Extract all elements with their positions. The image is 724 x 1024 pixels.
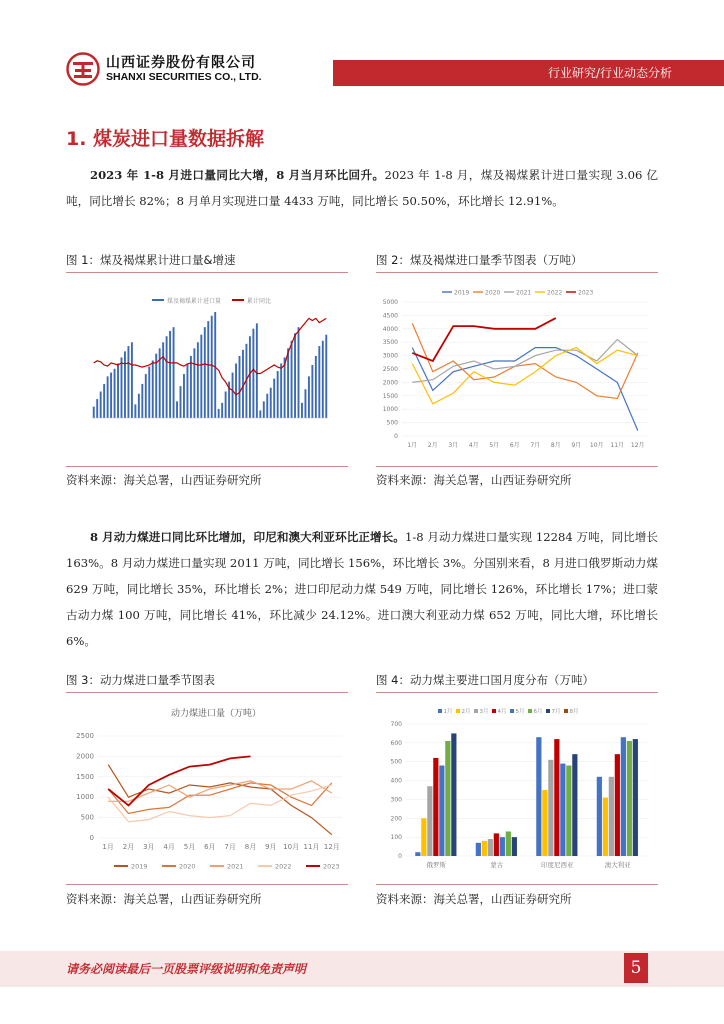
fig1-bar	[280, 363, 282, 418]
fig4-bar	[482, 841, 487, 856]
fig4-bar	[494, 833, 499, 856]
fig2-ytick: 500	[386, 419, 398, 427]
fig4-bar	[536, 737, 541, 856]
fig1-bar	[304, 389, 306, 418]
fig2-ytick: 0	[394, 433, 398, 440]
fig1-bar	[263, 401, 265, 418]
fig2-xtick: 7月	[530, 442, 541, 449]
fig2-xtick: 2月	[427, 442, 438, 449]
fig4-bar	[439, 765, 444, 856]
fig1-legend-bars: 煤及褐煤累计进口量	[167, 298, 222, 305]
fig1-bar	[294, 333, 296, 418]
fig2-ytick: 1500	[382, 392, 398, 400]
fig4-bar	[427, 786, 432, 856]
fig4-xtick: 印度尼西亚	[541, 861, 574, 869]
fig1-bar	[117, 363, 119, 418]
figure-4-caption: 图 4：动力煤主要进口国月度分布（万吨）	[376, 673, 594, 687]
fig2-legend	[442, 290, 593, 297]
fig4-bar	[609, 777, 614, 856]
fig1-bar	[239, 356, 241, 418]
fig1-bar	[311, 365, 313, 418]
fig3-ytick: 1500	[76, 772, 94, 781]
figure-1-caption: 图 1：煤及褐煤累计进口量&增速	[66, 253, 236, 267]
figure-2-chart	[376, 288, 658, 458]
fig2-ytick: 1000	[382, 406, 398, 414]
fig4-bar	[633, 739, 638, 856]
paragraph-body: 1-8 月动力煤进口量实现 12284 万吨，同比增长 163%。8 月动力煤进口量实现 2011 万吨，同比增长 156%，环比增长 3%。分国别来看，8 月进口俄罗斯动力煤 629 万吨，同比增长 35%，环比增长 2%；进口印尼动力煤 549 万吨，同比增长 126%，环比增长 17%；进口蒙古动力煤 100 万吨，同比增长 41%，环比减少 24.12%。进口澳大利亚动力煤 652 万吨，同比大增，环比增长 6%。	[66, 530, 658, 648]
fig1-bar	[270, 388, 272, 418]
divider	[66, 466, 348, 467]
fig4-legend-swatch	[510, 709, 514, 713]
fig1-bar	[318, 346, 320, 418]
fig4-legend-label: 3月	[479, 709, 489, 715]
fig2-series-line	[412, 340, 638, 383]
fig1-bar	[249, 336, 251, 418]
fig2-legend-label: 2022	[547, 289, 563, 297]
fig1-bar	[124, 351, 126, 418]
fig3-xtick: 5月	[183, 843, 196, 851]
fig1-bar	[322, 341, 324, 418]
fig3-xtick: 10月	[283, 843, 300, 851]
fig4-ytick: 200	[390, 815, 402, 823]
fig1-bar	[152, 360, 154, 418]
company-name-cn: 山西证券股份有限公司	[106, 55, 256, 71]
fig4-bar	[627, 741, 632, 856]
fig3-legend-label: 2023	[323, 862, 340, 871]
paragraph-body: 2023 年 1-8 月，煤及褐煤累计进口量实现 3.06 亿吨，同比增长 82%；8 月单月实现进口量 4433 万吨，同比增长 50.50%，环比增长 12.91%。	[66, 168, 658, 208]
fig1-bar	[148, 367, 150, 418]
fig3-xtick: 3月	[143, 843, 155, 851]
fig4-legend-swatch	[456, 709, 460, 713]
fig3-xtick: 7月	[224, 843, 236, 851]
fig1-bar	[180, 386, 182, 418]
company-logo-icon	[66, 52, 100, 86]
fig3-title: 动力煤进口量（万吨）	[170, 709, 262, 719]
fig1-bar	[107, 376, 109, 418]
figure-1-source: 资料来源：海关总署，山西证券研究所	[66, 473, 262, 487]
fig4-bar	[506, 831, 511, 856]
fig3-legend	[114, 863, 340, 871]
fig2-xtick: 8月	[550, 442, 561, 449]
fig1-bar	[225, 392, 227, 419]
fig1-bar	[169, 331, 171, 418]
fig4-legend-label: 5月	[515, 709, 525, 715]
fig1-legend	[152, 297, 271, 305]
fig4-ytick: 100	[390, 834, 402, 842]
fig1-bar	[200, 335, 202, 418]
fig3-xtick: 6月	[204, 843, 216, 851]
fig4-legend-swatch	[492, 709, 496, 713]
fig4-bar	[572, 754, 577, 856]
fig4-bar	[615, 754, 620, 856]
fig1-bar	[186, 363, 188, 418]
fig2-legend-label: 2023	[578, 289, 594, 297]
fig2-xtick: 6月	[509, 442, 520, 449]
fig4-legend-swatch	[546, 709, 550, 713]
fig1-bar	[173, 327, 175, 418]
fig4-bar	[421, 818, 426, 856]
fig1-legend-growth: 累计同比	[247, 298, 272, 305]
fig1-bar	[162, 342, 164, 418]
divider	[376, 692, 658, 693]
figure-3-chart	[66, 700, 348, 880]
fig1-bar	[221, 403, 223, 418]
fig1-bar	[301, 403, 303, 418]
fig1-bar	[114, 369, 116, 418]
fig2-xtick: 10月	[589, 442, 604, 449]
fig2-series-line	[412, 348, 638, 404]
figure-2-caption: 图 2：煤及褐煤进口量季节图表（万吨）	[376, 253, 583, 267]
company-name-en: SHANXI SECURITIES CO., LTD.	[106, 71, 262, 83]
fig1-bar	[232, 373, 234, 418]
fig2-ytick: 4000	[382, 325, 398, 333]
divider	[376, 272, 658, 273]
divider	[66, 272, 348, 273]
fig1-bar	[214, 312, 216, 418]
fig4-bar	[597, 777, 602, 856]
fig4-bar	[566, 765, 571, 856]
fig1-bar	[93, 407, 95, 418]
fig1-bar	[235, 363, 237, 418]
fig2-ytick: 4500	[382, 312, 398, 320]
report-category: 行业研究/行业动态分析	[547, 66, 672, 80]
fig4-bar	[542, 790, 547, 856]
fig4-bar	[488, 839, 493, 856]
fig2-xtick: 4月	[468, 442, 479, 449]
fig2-ytick: 5000	[382, 299, 398, 306]
fig1-bar	[204, 327, 206, 418]
fig3-legend-label: 2020	[179, 862, 196, 871]
fig2-legend-label: 2019	[454, 289, 470, 297]
fig3-legend-label: 2019	[131, 862, 148, 871]
fig3-xtick: 1月	[102, 843, 114, 851]
fig4-legend-swatch	[474, 709, 478, 713]
fig2-ytick: 3500	[382, 339, 398, 347]
fig4-bar	[476, 843, 481, 856]
fig4-bar	[415, 852, 420, 856]
fig3-xtick: 11月	[303, 843, 320, 851]
fig4-ytick: 500	[390, 758, 402, 766]
fig1-bar	[284, 357, 286, 418]
figure-1-chart	[66, 290, 348, 460]
fig3-xtick: 8月	[244, 843, 257, 851]
fig3-xtick: 12月	[323, 843, 340, 851]
fig3-legend-label: 2021	[227, 862, 244, 871]
fig1-bar	[141, 384, 143, 418]
fig3-xtick: 4月	[163, 843, 175, 851]
divider	[66, 692, 348, 693]
fig2-ytick: 2500	[382, 366, 398, 373]
fig2-xtick: 9月	[571, 442, 582, 449]
fig1-bar	[197, 342, 199, 418]
fig2-ytick: 3000	[382, 352, 398, 360]
fig4-xtick: 澳大利亚	[604, 861, 631, 869]
page-number: 5	[624, 953, 648, 983]
fig4-xtick: 蒙古	[490, 861, 504, 869]
fig4-bar	[433, 758, 438, 856]
fig1-bar	[121, 357, 123, 418]
fig1-bar	[134, 404, 136, 418]
fig1-bar	[287, 348, 289, 418]
figure-4-source: 资料来源：海关总署，山西证券研究所	[376, 892, 572, 906]
fig4-legend-label: 2月	[461, 709, 471, 715]
fig4-bar	[451, 733, 456, 856]
fig1-bar	[259, 410, 261, 418]
fig1-bar	[176, 401, 178, 418]
fig1-bar	[266, 394, 268, 418]
fig3-xtick: 9月	[265, 843, 277, 851]
fig4-xtick: 俄罗斯	[426, 861, 446, 869]
fig4-bar	[500, 837, 505, 856]
figure-2-source: 资料来源：海关总署，山西证券研究所	[376, 473, 572, 487]
fig4-legend-label: 1月	[443, 709, 453, 715]
fig2-xtick: 11月	[610, 442, 625, 449]
fig4-bar	[548, 760, 553, 856]
fig4-legend-swatch	[564, 709, 568, 713]
fig4-bar	[445, 741, 450, 856]
fig1-bar	[256, 323, 258, 418]
fig4-bar	[512, 837, 517, 856]
paragraph-import-volume	[66, 162, 658, 214]
fig1-bar	[218, 409, 220, 418]
fig4-legend	[438, 707, 579, 715]
divider	[376, 884, 658, 885]
figure-3-source: 资料来源：海关总署，山西证券研究所	[66, 892, 262, 906]
fig2-xtick: 5月	[489, 442, 500, 449]
fig4-legend-swatch	[528, 709, 532, 713]
fig4-bar	[554, 739, 559, 856]
fig3-xtick: 2月	[122, 843, 135, 851]
fig4-bar	[560, 764, 565, 856]
fig1-bar	[291, 341, 293, 418]
fig1-bar	[273, 379, 275, 418]
footer-disclaimer: 请务必阅读最后一页股票评级说明和免责声明	[66, 962, 307, 976]
fig3-ytick: 0	[89, 834, 94, 842]
fig4-legend-label: 8月	[569, 709, 579, 715]
fig1-bar	[96, 399, 98, 418]
fig1-bar	[277, 371, 279, 418]
fig1-bar	[110, 373, 112, 418]
figure-3-caption: 图 3：动力煤进口量季节图表	[66, 673, 215, 687]
fig4-ytick: 700	[390, 721, 402, 728]
fig2-ytick: 2000	[382, 379, 398, 387]
fig4-legend-swatch	[438, 709, 442, 713]
fig2-series-line	[412, 348, 638, 431]
fig3-series-line	[108, 756, 250, 805]
fig1-bar	[207, 321, 209, 418]
fig1-bar	[166, 336, 168, 418]
fig1-bar	[308, 376, 310, 418]
fig1-bar	[145, 374, 147, 418]
fig1-bar	[325, 335, 327, 418]
fig1-bar	[190, 356, 192, 418]
fig3-series-line	[108, 785, 332, 822]
fig4-legend-label: 6月	[533, 709, 543, 715]
fig2-legend-label: 2021	[516, 289, 532, 297]
fig1-bar	[211, 316, 213, 418]
fig3-ytick: 1000	[76, 793, 94, 802]
fig4-legend-label: 4月	[497, 709, 507, 715]
fig3-legend-label: 2022	[275, 862, 292, 871]
fig1-bar	[103, 384, 105, 418]
fig1-bar	[127, 346, 129, 418]
divider	[376, 466, 658, 467]
fig1-bar	[100, 392, 102, 419]
fig4-bar	[603, 798, 608, 856]
divider	[66, 884, 348, 885]
fig2-xtick: 1月	[407, 442, 418, 449]
fig2-series-line	[412, 318, 556, 361]
fig2-xtick: 3月	[448, 442, 459, 449]
fig1-bar	[183, 374, 185, 418]
fig2-legend-label: 2020	[485, 289, 501, 297]
fig1-bar	[138, 394, 140, 418]
fig3-ytick: 500	[80, 813, 94, 822]
fig4-bar	[621, 737, 626, 856]
fig1-bar	[193, 348, 195, 418]
paragraph-lead: 8 月动力煤进口同比环比增加，印尼和澳大利亚环比正增长。	[90, 530, 405, 544]
fig1-bar	[131, 342, 133, 418]
fig1-bar	[315, 356, 317, 418]
fig4-ytick: 300	[390, 796, 402, 804]
fig1-bar	[298, 327, 300, 418]
fig4-ytick: 600	[390, 739, 402, 747]
fig2-xtick: 12月	[630, 442, 645, 449]
fig4-ytick: 0	[398, 853, 402, 860]
fig3-ytick: 2500	[76, 732, 94, 740]
fig1-bar	[252, 329, 254, 418]
figure-4-chart	[376, 700, 658, 880]
fig4-legend-label: 7月	[551, 709, 561, 715]
fig3-ytick: 2000	[76, 752, 94, 761]
paragraph-lead: 2023 年 1-8 月进口量同比大增，8 月当月环比回升。	[90, 168, 385, 182]
section-title: 1. 煤炭进口量数据拆解	[66, 128, 265, 150]
paragraph-thermal-coal	[66, 524, 658, 654]
fig4-ytick: 400	[390, 777, 402, 785]
